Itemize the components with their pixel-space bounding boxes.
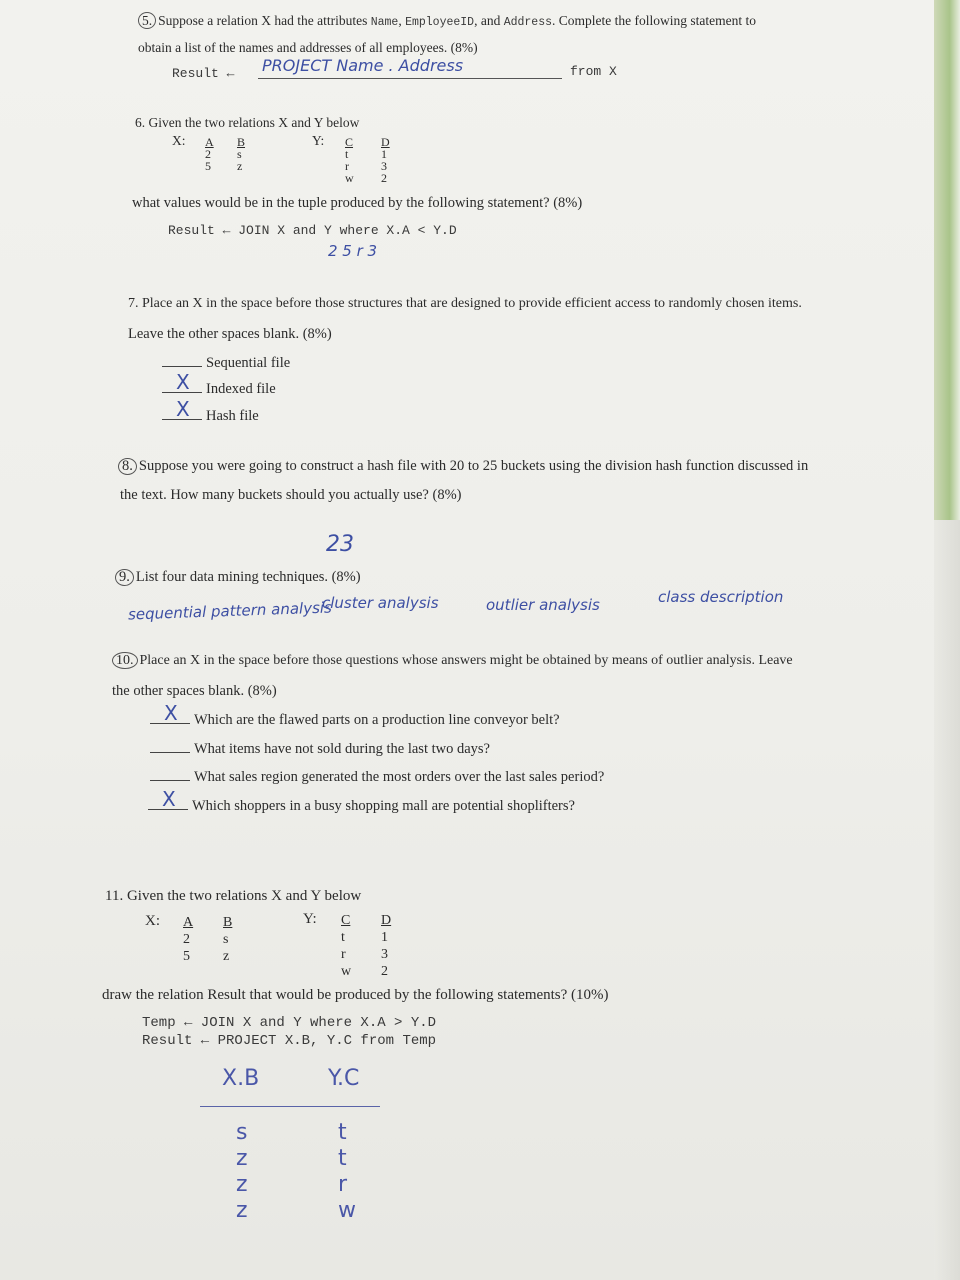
q11-answer-cell: z	[236, 1146, 248, 1171]
q9-answer-sequential: sequential pattern analysis	[127, 598, 333, 624]
q11-answer-header-yc: Y.C	[328, 1066, 360, 1091]
q11-answer-col-yc	[338, 1120, 356, 1224]
q10-line2: the other spaces blank. (8%)	[112, 683, 277, 699]
q5-answer-line	[258, 78, 562, 79]
q11-x-label: X:	[145, 913, 160, 929]
q6-prompt: 6. Given the two relations X and Y below	[135, 115, 360, 130]
q11-relation-y	[341, 912, 391, 980]
q11-answer-cell: r	[338, 1172, 348, 1197]
q5-attr-address: Address	[503, 16, 553, 29]
q6-y-header-d: D	[381, 135, 390, 149]
q11-answer-divider	[200, 1106, 380, 1107]
q11-answer-cell: t	[338, 1146, 347, 1171]
q6-x-cell: s	[237, 147, 242, 161]
q5-line2: obtain a list of the names and addresses of all employees. (8%)	[138, 40, 478, 55]
q10-mark: X	[164, 701, 178, 725]
q6-relation-y	[345, 136, 390, 184]
q11-answer-col-xb	[236, 1120, 248, 1224]
q6-handwritten-answer: 2 5 r 3	[328, 242, 378, 260]
q9-prompt-line	[115, 569, 361, 586]
q10-option-label: Which shoppers in a busy shopping mall are potential shoplifters?	[192, 798, 575, 814]
q10-option-2	[150, 738, 490, 758]
q7-option-indexed	[162, 370, 276, 398]
q11-answer-cell: z	[236, 1172, 248, 1197]
q11-question: draw the relation Result that would be produced by the following statements? (10%)	[102, 987, 609, 1003]
q5-sep1: ,	[398, 13, 406, 28]
q11-x-cell: z	[223, 949, 230, 964]
q10-option-1	[150, 701, 560, 729]
q7-answer-blank[interactable]	[162, 397, 202, 421]
q5-from-label: from X	[570, 64, 617, 79]
q6-statement: Result ← JOIN X and Y where X.A < Y.D	[168, 223, 457, 238]
q6-y-cell: 1	[381, 147, 387, 161]
q11-y-cell: w	[341, 964, 352, 979]
q10-text: Place an X in the space before those questions whose answers might be obtained by means of outlier analysis. Leave	[139, 653, 793, 668]
q11-relation-x	[183, 914, 232, 965]
q6-y-cell: 3	[381, 159, 387, 173]
q5-line1	[138, 12, 756, 29]
q6-y-cell: w	[345, 171, 354, 185]
q10-answer-blank[interactable]	[150, 766, 190, 781]
q11-statement1: Temp ← JOIN X and Y where X.A > Y.D	[142, 1015, 437, 1031]
q11-answer-cell: s	[236, 1120, 248, 1145]
q5-sep2: , and	[474, 13, 504, 28]
q11-answer-header-xb: X.B	[222, 1066, 260, 1091]
q9-prompt: List four data mining techniques. (8%)	[135, 569, 361, 585]
q11-y-cell: r	[341, 947, 346, 962]
q10-option-label: What sales region generated the most orders over the last sales period?	[194, 769, 605, 785]
q11-y-cell: 3	[381, 947, 388, 962]
q6-y-cell: r	[345, 159, 349, 173]
q9-answer-outlier: outlier analysis	[486, 596, 600, 614]
q10-answer-blank[interactable]	[150, 738, 190, 753]
q8-number: 8.	[118, 458, 137, 475]
q7-mark: X	[176, 370, 190, 394]
q11-x-cell: 2	[183, 932, 190, 947]
q10-line1	[112, 652, 793, 669]
q6-x-cell: 5	[205, 159, 211, 173]
q11-y-header-d: D	[381, 913, 392, 928]
q11-y-cell: t	[341, 930, 345, 945]
q6-y-cell: t	[345, 147, 349, 161]
q7-option-label: Indexed file	[206, 381, 276, 397]
q6-x-cell: z	[237, 159, 243, 173]
q11-y-cell: 1	[381, 930, 388, 945]
q10-mark: X	[162, 787, 176, 811]
q6-y-header-c: C	[345, 135, 354, 149]
q6-x-header-b: B	[237, 135, 246, 149]
q5-attr-name: Name	[370, 16, 399, 29]
q7-line2: Leave the other spaces blank. (8%)	[128, 326, 332, 342]
q10-option-label: Which are the flawed parts on a production line conveyor belt?	[194, 712, 560, 728]
q10-answer-blank[interactable]	[148, 787, 188, 811]
q10-option-3	[150, 766, 604, 786]
q11-x-header-b: B	[223, 915, 233, 930]
q6-question: what values would be in the tuple produced by the following statement? (8%)	[132, 195, 583, 211]
q8-text: Suppose you were going to construct a hash file with 20 to 25 buckets using the division hash function discussed in	[138, 458, 809, 474]
q11-y-cell: 2	[381, 964, 388, 979]
q8-line2: the text. How many buckets should you actually use? (8%)	[120, 487, 462, 503]
q11-x-header-a: A	[183, 915, 194, 930]
q11-x-cell: s	[223, 932, 229, 947]
q11-prompt: 11. Given the two relations X and Y below	[105, 888, 362, 904]
q6-x-cell: 2	[205, 147, 211, 161]
q8-line1	[118, 458, 808, 475]
q9-answer-class: class description	[658, 588, 784, 606]
background-edge-lower	[934, 520, 960, 1280]
q5-text-b: . Complete the following statement to	[552, 13, 756, 28]
q9-number: 9.	[115, 569, 134, 586]
q11-y-header-c: C	[341, 913, 351, 928]
q11-statement2: Result ← PROJECT X.B, Y.C from Temp	[142, 1033, 437, 1049]
q7-option-label: Hash file	[206, 408, 259, 424]
q5-text-a: Suppose a relation X had the attributes	[158, 13, 371, 28]
q7-answer-blank[interactable]	[162, 352, 202, 367]
q6-y-cell: 2	[381, 171, 387, 185]
q6-relation-x	[205, 136, 245, 172]
q7-option-label: Sequential file	[206, 355, 291, 371]
q11-answer-cell: t	[338, 1120, 347, 1145]
q5-number: 5.	[138, 12, 156, 29]
q11-answer-cell: z	[236, 1198, 248, 1223]
q11-y-label: Y:	[303, 911, 317, 927]
q11-answer-cell: w	[338, 1198, 356, 1223]
background-edge	[934, 0, 960, 520]
q7-answer-blank[interactable]	[162, 370, 202, 394]
q6-x-label: X:	[172, 133, 186, 148]
q5-attr-employeeid: EmployeeID	[405, 16, 475, 29]
q11-x-cell: 5	[183, 949, 190, 964]
q6-x-header-a: A	[205, 135, 214, 149]
q5-result-label: Result ←	[172, 66, 235, 81]
q10-option-4	[148, 787, 575, 815]
q10-number: 10.	[112, 652, 138, 669]
q10-answer-blank[interactable]	[150, 701, 190, 725]
q8-handwritten-answer: 23	[326, 532, 354, 557]
q7-option-hash	[162, 397, 259, 425]
q7-mark: X	[176, 397, 190, 421]
q7-option-sequential	[162, 352, 290, 372]
q5-handwritten-answer: PROJECT Name . Address	[262, 56, 464, 75]
q7-line1: 7. Place an X in the space before those structures that are designed to provide efficient access to randomly chosen items.	[128, 296, 802, 311]
q9-answer-cluster: cluster analysis	[322, 594, 439, 612]
q6-y-label: Y:	[312, 133, 325, 148]
q10-option-label: What items have not sold during the last two days?	[194, 741, 490, 757]
